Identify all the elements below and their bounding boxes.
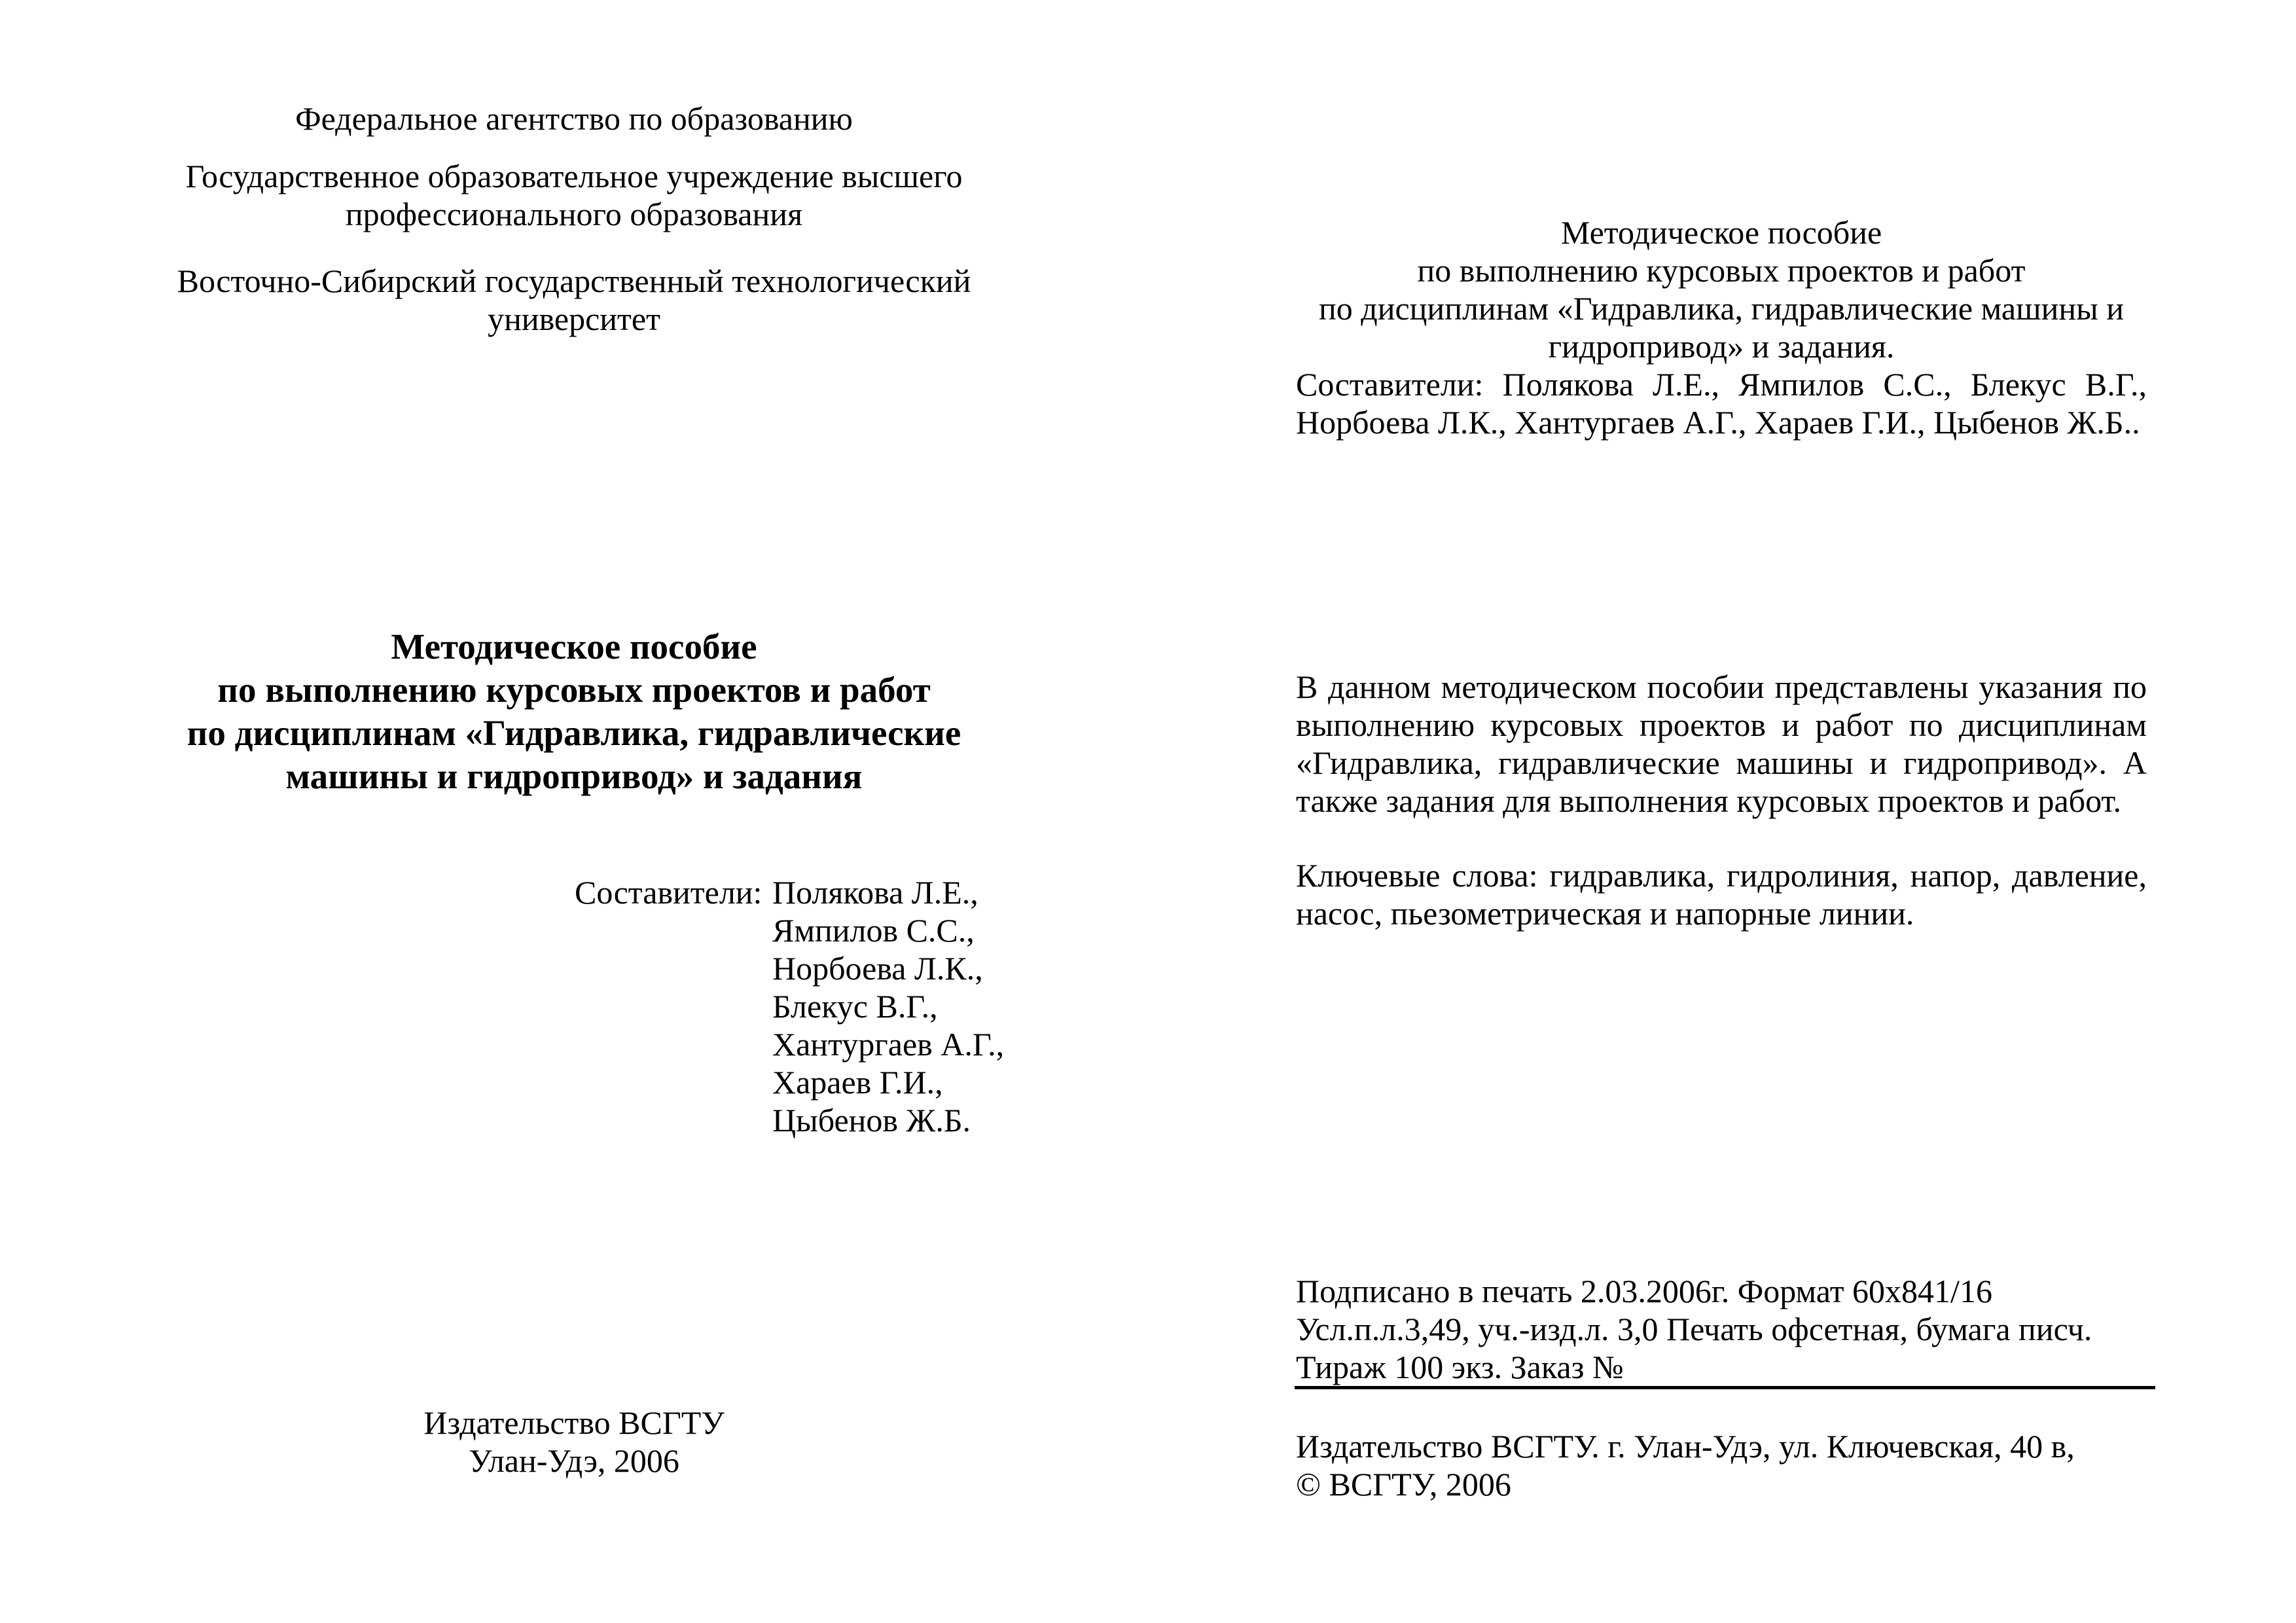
title-line-2: по выполнению курсовых проектов и работ — [217, 670, 931, 710]
university-line-2: университет — [488, 301, 660, 337]
imprint-line-1: Подписано в печать 2.03.2006г. Формат 60х841/16 — [1296, 1273, 1992, 1309]
compilers-label: Составители: — [575, 874, 762, 911]
compiler-name: Ямпилов С.С., — [772, 912, 975, 949]
compiler-name: Хантургаев А.Г., — [772, 1026, 1005, 1063]
compiler-name: Цыбенов Ж.Б. — [772, 1102, 971, 1139]
institution-line-2: профессионального образования — [345, 196, 803, 232]
keywords-paragraph: Ключевые слова: гидравлика, гидролиния, напор, давление, насос, пьезометрическая и напорные линии. — [1296, 857, 2147, 932]
compiler-name: Блекус В.Г., — [772, 988, 938, 1025]
title-line-1: Методическое пособие — [391, 627, 757, 666]
right-page — [1148, 0, 2296, 1623]
city-year: Улан-Удэ, 2006 — [469, 1442, 679, 1479]
institution-line-1: Государственное образовательное учреждение высшего — [185, 158, 963, 194]
title-line-3: по дисциплинам «Гидравлика, гидравлические — [187, 713, 961, 753]
imprint-line-2: Усл.п.л.3,49, уч.-изд.л. 3,0 Печать офсетная, бумага писч. — [1296, 1311, 2092, 1347]
compilers-paragraph: Составители: Полякова Л.Е., Ямпилов С.С., Блекус В.Г., Норбоева Л.К., Хантургаев А.Г., Хараев Г.И., Цыбенов Ж.Б.. — [1296, 366, 2147, 441]
annotation-title-line-4: гидропривод» и задания. — [1548, 328, 1895, 365]
imprint-line-3: Тираж 100 экз. Заказ № — [1296, 1349, 1624, 1385]
annotation-title-line-2: по выполнению курсовых проектов и работ — [1417, 252, 2026, 289]
publisher-address: Издательство ВСГТУ. г. Улан-Удэ, ул. Ключевская, 40 в, — [1296, 1428, 2075, 1465]
title-line-4: машины и гидропривод» и задания — [285, 756, 863, 796]
university-line-1: Восточно-Сибирский государственный технологический — [177, 263, 971, 299]
annotation-title-line-1: Методическое пособие — [1560, 214, 1882, 251]
abstract-paragraph: В данном методическом пособии представлены указания по выполнению курсовых проектов и работ по дисциплинам «Гидравлика, гидравлические машины и гидропривод». А также задания для выполнения курсовых проектов и работ. — [1296, 668, 2147, 819]
compiler-name: Норбоева Л.К., — [772, 950, 983, 987]
compiler-name: Полякова Л.Е., — [772, 874, 978, 911]
agency-name: Федеральное агентство по образованию — [295, 100, 853, 137]
copyright: © ВСГТУ, 2006 — [1296, 1466, 1511, 1503]
compiler-name: Хараев Г.И., — [772, 1064, 943, 1101]
publisher: Издательство ВСГТУ — [423, 1404, 725, 1441]
imprint-divider — [1295, 1386, 2155, 1389]
annotation-title-line-3: по дисциплинам «Гидравлика, гидравлические машины и — [1319, 290, 2124, 327]
